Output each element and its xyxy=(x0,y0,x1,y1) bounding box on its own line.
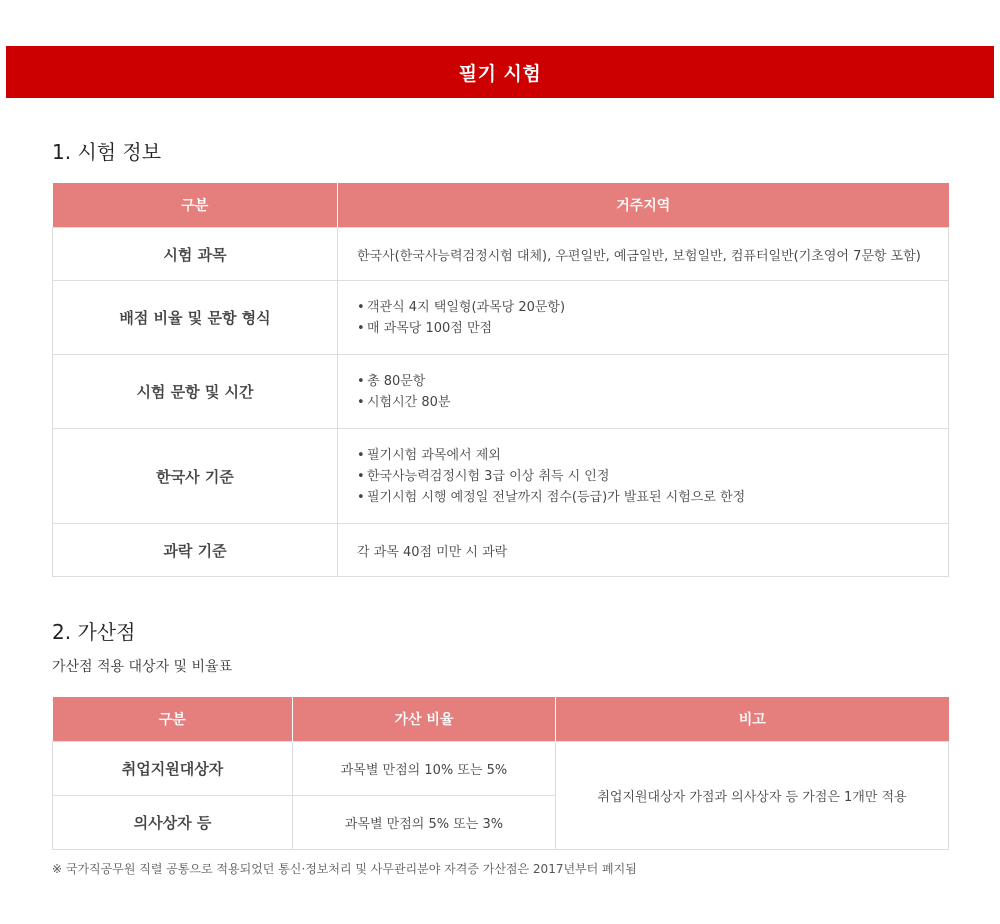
row-label: 의사상자 등 xyxy=(53,796,293,850)
row-label: 시험 과목 xyxy=(53,228,338,281)
list-item: • 객관식 4지 택일형(과목당 20문항) xyxy=(357,297,948,318)
table-row xyxy=(53,281,949,355)
bonus-points-table xyxy=(52,697,949,850)
row-label: 한국사 기준 xyxy=(53,429,338,524)
exam-info-table xyxy=(52,183,949,577)
row-content xyxy=(338,281,949,355)
header-category: 구분 xyxy=(53,697,293,742)
header-ratio: 가산 비율 xyxy=(293,697,556,742)
table-row xyxy=(53,355,949,429)
row-remark: 취업지원대상자 가점과 의사상자 등 가점은 1개만 적용 xyxy=(556,742,949,850)
section-heading-exam-info: 1. 시험 정보 xyxy=(52,140,162,164)
row-label: 배점 비율 및 문항 형식 xyxy=(53,281,338,355)
header-region: 거주지역 xyxy=(338,183,949,228)
page-banner: 필기 시험 xyxy=(6,46,994,98)
bullet-list xyxy=(357,297,948,339)
table-row xyxy=(53,524,949,577)
table-row xyxy=(53,228,949,281)
list-item: • 필기시험 시행 예정일 전날까지 점수(등급)가 발표된 시험으로 한정 xyxy=(357,487,948,508)
footnote: ※ 국가직공무원 직렬 공통으로 적용되었던 통신·정보처리 및 사무관리분야 자격증 가산점은 2017년부터 폐지됨 xyxy=(52,862,637,876)
bullet-list xyxy=(357,445,948,508)
list-item: • 한국사능력검정시험 3급 이상 취득 시 인정 xyxy=(357,466,948,487)
table-row xyxy=(53,429,949,524)
list-item: • 매 과목당 100점 만점 xyxy=(357,318,948,339)
header-category: 구분 xyxy=(53,183,338,228)
table-header-row xyxy=(53,183,949,228)
header-remark: 비고 xyxy=(556,697,949,742)
row-content: 각 과목 40점 미만 시 과락 xyxy=(338,524,949,577)
table-row xyxy=(53,742,949,796)
row-label: 시험 문항 및 시간 xyxy=(53,355,338,429)
list-item: • 시험시간 80분 xyxy=(357,392,948,413)
row-content: 한국사(한국사능력검정시험 대체), 우편일반, 예금일반, 보험일반, 컴퓨터일반(기초영어 7문항 포함) xyxy=(338,228,949,281)
list-item: • 총 80문항 xyxy=(357,371,948,392)
row-ratio: 과목별 만점의 10% 또는 5% xyxy=(293,742,556,796)
bullet-list xyxy=(357,371,948,413)
section-subtitle: 가산점 적용 대상자 및 비율표 xyxy=(52,659,233,675)
row-content xyxy=(338,429,949,524)
table-header-row xyxy=(53,697,949,742)
section-heading-bonus-points: 2. 가산점 xyxy=(52,620,136,644)
row-label: 과락 기준 xyxy=(53,524,338,577)
row-label: 취업지원대상자 xyxy=(53,742,293,796)
row-content xyxy=(338,355,949,429)
list-item: • 필기시험 과목에서 제외 xyxy=(357,445,948,466)
row-ratio: 과목별 만점의 5% 또는 3% xyxy=(293,796,556,850)
